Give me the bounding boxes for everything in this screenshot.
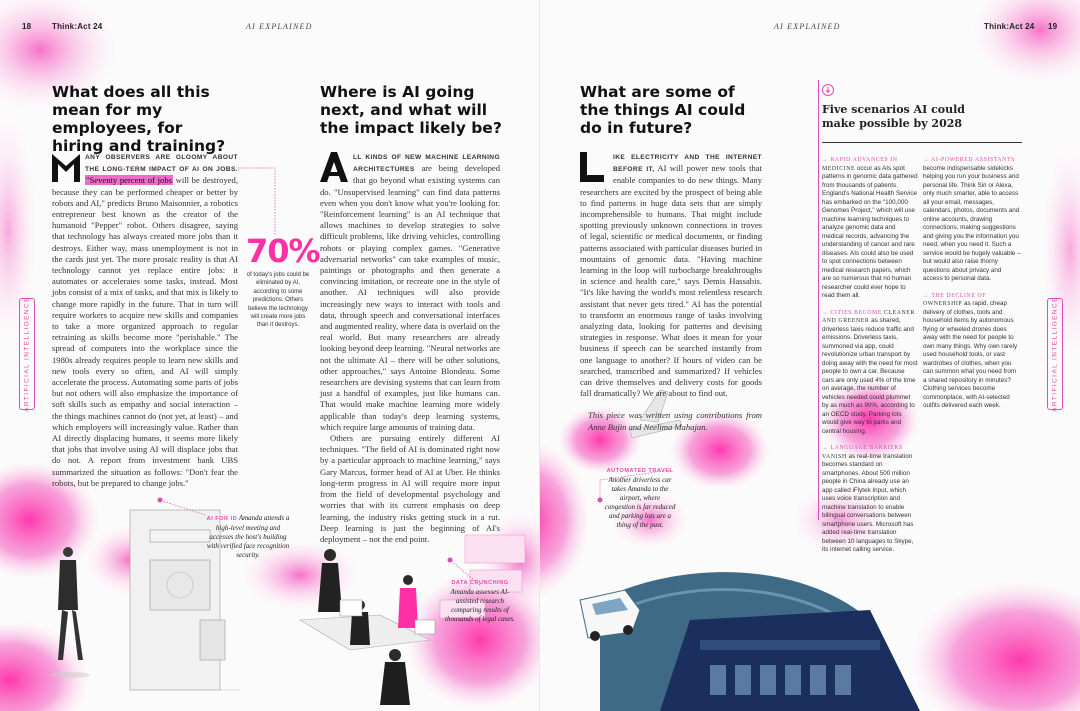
scenario-item: → CITIES BECOME CLEANER AND GREENER as shared, driverless taxis reduce traffic and emissions. Driverless taxis, summoned via app, could revolutionize urban transport by doing away with the need for most people to own a car. Because cars are only used 4% of the time on average, the number of vehicles needed could plummet by as much as 90%, according to an OECD study. Parking lots would give way to parks and central housing. bbox=[822, 309, 918, 435]
sidebar-rule bbox=[818, 80, 819, 520]
sidebar-divider bbox=[822, 142, 1022, 143]
article-column-3 bbox=[580, 151, 762, 433]
lead-caps: LL KINDS OF NEW MACHINE LEARNING ARCHITECTURES bbox=[353, 154, 500, 174]
section-label: AI EXPLAINED bbox=[774, 22, 841, 31]
callout-dot bbox=[158, 498, 163, 503]
page-number: 18 bbox=[22, 22, 32, 31]
column-heading: What are some of the things AI could do in future? bbox=[580, 83, 746, 137]
scenario-item: → AI-POWERED ASSISTANTS become indispensable sidekicks helping you run your business and personal life. Think Siri or Alexa, only much smarter, able to access all your email, messages, calendars, photos, documents and online accounts, drawing connections, making suggestions and giving you the information you need, when you need it. Such a service would be hugely valuable – but would also raise thorny questions about privacy and access to personal data. bbox=[923, 157, 1021, 282]
scenario-item: → LANGUAGE BARRIERS VANISH as real-time translation becomes standard on smartphones. About 500 million people in China already use an app called iFlytek Input, which uses voice transcription and machine translation to enable bilingual conversations between smartphone users. Microsoft has added real-time translation between 10 languages to Skype, its internet calling service. bbox=[822, 445, 914, 553]
highlighted-quote: "Seventy percent of jobs bbox=[86, 175, 172, 186]
pink-blob bbox=[910, 580, 1080, 711]
scenario-item: → THE DECLINE OF OWNERSHIP as rapid, cheap delivery of clothes, tools and household items by autonomous flying or wheeled drones does away with the need for people to own many things. Why own rarely used household tools, or vast wardrobes of clothes, when you can summon what you need from a shared repository in minutes? Clothing services become commonplace, with AI-selected outfits delivered each week. bbox=[923, 292, 1018, 409]
article-column-2 bbox=[320, 151, 500, 545]
callout-dot bbox=[598, 498, 603, 503]
airport-illustration bbox=[600, 572, 920, 711]
paragraph: Others are pursuing entirely different AI techniques. "The field of AI is dominated right now by a particular approach to machine learning," says Gary Marcus, former head of AI at Uber. He thinks long-term progress in AI will require more input from the field of developmental psychology and worries that with its current emphasis on deep learning, the industry risks getting stuck in a rut. Deep learning is just the beginning of AI's deployment – not the end point. bbox=[320, 433, 500, 544]
contributor-credit: This piece was written using contributions from Anne Bujin and Neelima Mahajan. bbox=[588, 410, 762, 432]
lead-caps: IKE ELECTRICITY AND THE INTERNET BEFORE IT, bbox=[613, 154, 762, 174]
stat-caption: of today's jobs could be eliminated by AI, according to some predictions. Others believe the technology will create more jobs than it destroys. bbox=[246, 272, 310, 329]
paragraph: will be destroyed, because they can be performed cheaper or better by robots and AI," predicts Bruno Maisonnier, a robotics entrepreneur best known as the creator of the humanoid "Pepper" robot. Others disagree, saying that technology has always created more jobs than it destroys. Either way, mass unemployment is not in the cards just yet. The more prosaic reality is that AI technology cannot yet replace entire jobs: it automates or accelerates some tasks, instead. Most jobs consist of a mix of tasks, and that mix is likely to change more rapidly in the future. That in turn will require workers to acquire new skills and companies to take a more organized approach to regular retraining as skills become more "perishable." The spread of computers into the workplace since the 1980s already requires people to learn new skills and new tools every so often, and AI will simply accelerate the process. Automating some parts of jobs but not others will also emphasize the importance of soft skills such as empathy and social interaction – the things machines cannot do (not yet, at least) – and which employers will increasingly value. Rather than AI directly displacing humans, it seems more likely that jobs that involve using AI will displace jobs that do not. A report from investment bank UBS summarized the situation as follows: "Don't fear the robots, but be prepared to change jobs." bbox=[52, 175, 238, 488]
paragraph: AI will power new tools that enable companies to do new things. Many researchers are excited by the prospect of being able to find patterns in huge data sets that are simply incomprehensible to humans. That might include spotting previously unknown connections in troves of legal, scientific or medical documents, or finding patterns associated with particular diseases buried in mountains of genomic data. "Having machine learning in the loop will turbocharge breakthroughs in science and health care," says Demis Hassabis. "It's like having the world's most relentless research assistant that never gets tired." AI has the potential to transform an enormous range of tasks involving analyzing data, looking for patterns and devising strategies in response. What does it mean for your business if speech can be searched instantly from one language to another? If hours of video can be searched, transcribed and summarized? If vehicles can drive themselves and delivery costs for goods fall dramatically? We are about to find out. bbox=[580, 163, 762, 399]
dropcap-l bbox=[580, 152, 608, 182]
sidebar-title: Five scenarios AI could make possible by 2028 bbox=[822, 103, 965, 130]
dropcap-m bbox=[52, 152, 80, 182]
page-number: 19 bbox=[1048, 22, 1058, 31]
caption-data-crunching: DATA CRUNCHING Amanda assesses AI-assisted research comparing results of thousands of legal cases. bbox=[445, 580, 515, 623]
sidebar-column-2 bbox=[923, 156, 1021, 419]
pink-blob bbox=[970, 0, 1080, 85]
callout-line bbox=[238, 168, 275, 235]
callout-dot bbox=[448, 558, 453, 563]
section-label: AI EXPLAINED bbox=[246, 22, 313, 31]
paragraph: are being developed that go beyond what existing systems can do. "Unsupervised learning" can find data patterns even when you don't know what you're looking for. "Reinforcement learning" is an AI technique that allows machines to develop strategies to solve difficult problems, like driving vehicles, controlling robots or playing complex games. "Generative adversarial networks" can take examples of music, paintings or photographs and then generate a convincing imitation, or recreate one in the style of another. AI techniques will also provide increasingly new ways to interact with tools and data, through speech and conversational interfaces and augmented reality, where data is overlaid on the real world. But many researchers are already looking beyond deep learning. "Neural networks are not the ultimate AI – there will be other solutions, other approaches," says Antoine Blondeau. Some researchers are devising systems that can learn from just a handful of examples, just like humans can. That would make machine learning more widely applicable than today's deep learning systems, which require large amounts of training data. bbox=[320, 163, 500, 432]
article-column-1 bbox=[52, 151, 238, 489]
side-tab: ARTIFICIAL INTELLIGENCE bbox=[1047, 298, 1063, 410]
caption-ai-for-id: AI FOR ID Amanda attends a high-level meeting and accesses the host's building with verified face recognition security. bbox=[206, 514, 290, 559]
column-heading: What does all this mean for my employees, for hiring and training? bbox=[52, 83, 226, 155]
sidebar-icon bbox=[822, 84, 834, 96]
magazine-name: Think:Act 24 bbox=[984, 22, 1035, 31]
stat-number: 70% bbox=[246, 232, 320, 270]
side-tab: ARTIFICIAL INTELLIGENCE bbox=[19, 298, 35, 410]
caption-automated-travel: AUTOMATED TRAVEL Another driverless car takes Amanda to the airport, where congestion is far reduced and parking lots are a thing of the past. bbox=[604, 468, 676, 529]
stat-callout bbox=[246, 232, 320, 330]
right-page bbox=[540, 0, 1080, 711]
sidebar-column-1 bbox=[822, 156, 918, 563]
lead-caps: ANY OBSERVERS ARE GLOOMY ABOUT THE LONG-TERM IMPACT OF AI ON JOBS. bbox=[85, 154, 238, 174]
column-heading: Where is AI going next, and what will the impact likely be? bbox=[320, 83, 502, 137]
scenario-item: → RAPID ADVANCES IN MEDICINE occur as AIs spot patterns in genomic data gathered from thousands of patients. England's National Health Service has embarked on the "100,000 Genomes Project," which will use machine learning techniques to analyze genomic data and medical records, advancing the understanding of cancer and rare diseases. AIs could also be used to spot connections between medical research papers, which are so numerous that no human researcher could ever hope to read them all. bbox=[822, 157, 918, 299]
driverless-car-illustration bbox=[580, 590, 640, 641]
magazine-name: Think:Act 24 bbox=[52, 22, 103, 31]
dropcap-a bbox=[320, 152, 348, 182]
